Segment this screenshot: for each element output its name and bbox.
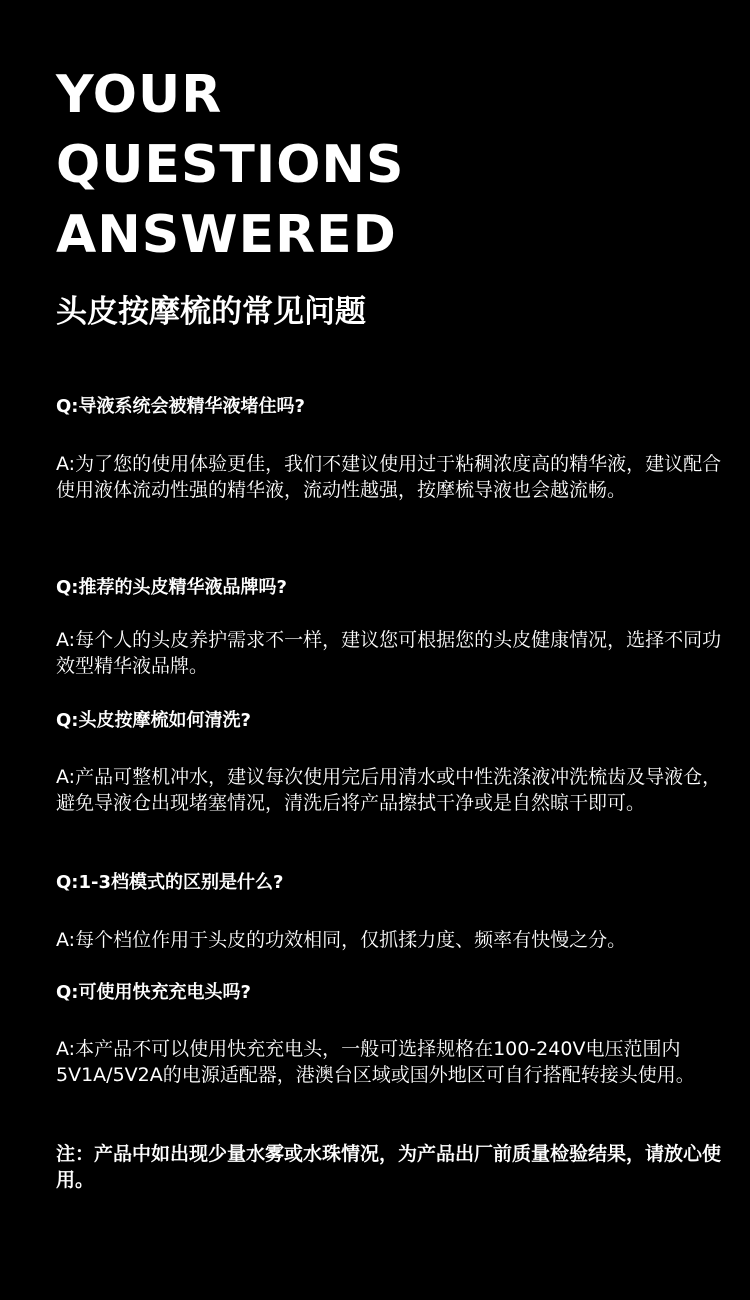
faq-answer-5: A:本产品不可以使用快充充电头，一般可选择规格在100-240V电压范围内5V1A/5V2A的电源适配器，港澳台区域或国外地区可自行搭配转接头使用。 [56, 1038, 695, 1086]
faq-answer-4: A:每个档位作用于头皮的功效相同，仅抓揉力度、频率有快慢之分。 [56, 929, 627, 951]
faq-question-4: Q:1-3档模式的区别是什么? [56, 872, 284, 893]
faq-answer-3: A:产品可整机冲水，建议每次使用完后用清水或中性洗涤液冲洗梳齿及导液仓，避免导液仓出现堵塞情况，清洗后将产品擦拭干净或是自然晾干即可。 [56, 766, 722, 814]
faq-question-1: Q:导液系统会被精华液堵住吗? [56, 396, 305, 417]
faq-answer-2: A:每个人的头皮养护需求不一样，建议您可根据您的头皮健康情况，选择不同功效型精华液品牌。 [56, 629, 722, 677]
usage-note: 注：产品中如出现少量水雾或水珠情况，为产品出厂前质量检验结果，请放心使用。 [56, 1143, 722, 1191]
faq-question-5: Q:可使用快充充电头吗? [56, 982, 251, 1003]
hero-title-line-2: QUESTIONS [56, 135, 405, 195]
faq-question-3: Q:头皮按摩梳如何清洗? [56, 710, 251, 731]
page-subtitle: 头皮按摩梳的常见问题 [56, 294, 366, 330]
hero-title-line-1: YOUR [56, 65, 223, 125]
faq-answer-1: A:为了您的使用体验更佳，我们不建议使用过于粘稠浓度高的精华液，建议配合使用液体流动性强的精华液，流动性越强，按摩梳导液也会越流畅。 [56, 453, 722, 501]
faq-question-2: Q:推荐的头皮精华液品牌吗? [56, 577, 287, 598]
hero-title [56, 60, 404, 270]
hero-title-line-3: ANSWERED [56, 205, 397, 265]
